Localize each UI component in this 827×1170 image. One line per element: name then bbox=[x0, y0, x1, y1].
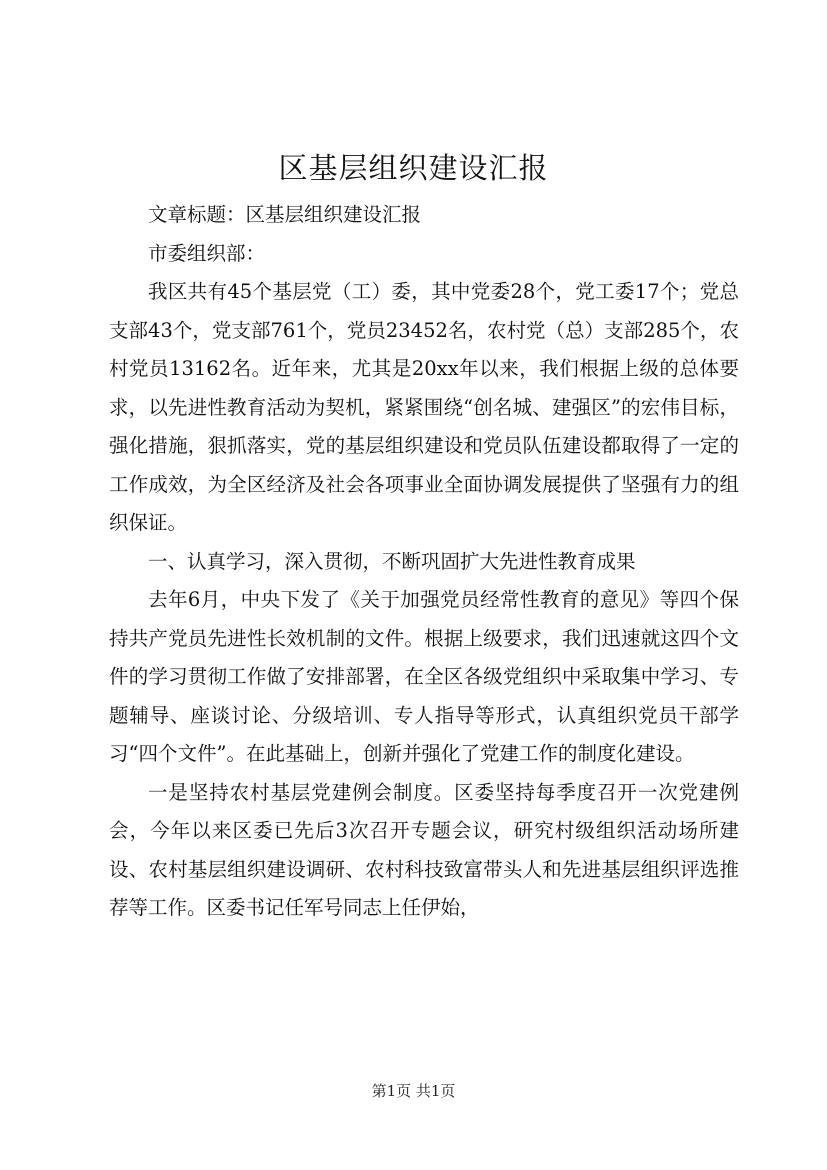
document-body bbox=[109, 196, 739, 928]
addressee-line: 市委组织部： bbox=[148, 241, 266, 265]
subtitle-line: 文章标题：区基层组织建设汇报 bbox=[148, 203, 422, 226]
section-heading: 一、认真学习，深入贯彻，不断巩固扩大先进性教育成果 bbox=[148, 549, 636, 573]
body-paragraph: 一是坚持农村基层党建例会制度。区委坚持每季度召开一次党建例会，今年以来区委已先后3次召开专题会议，研究村级组织活动场所建设、农村基层组织建设调研、农村科技致富带头人和先进基层组织评选推荐等工作。区委书记任军号同志上任伊始， bbox=[109, 780, 739, 919]
body-paragraph: 我区共有45个基层党（工）委，其中党委28个，党工委17个；党总支部43个，党支部761个，党员23452名，农村党（总）支部285个，农村党员13162名。近年来，尤其是20xx年以来，我们根据上级的总体要求，以先进性教育活动为契机，紧紧围绕“创名城、建强区”的宏伟目标，强化措施，狠抓落实，党的基层组织建设和党员队伍建设都取得了一定的工作成效，为全区经济及社会各项事业全面协调发展提供了坚强有力的组织保证。 bbox=[109, 280, 739, 534]
page-footer: 第1页 共1页 bbox=[371, 1082, 456, 1100]
body-paragraph: 去年6月，中央下发了《关于加强党员经常性教育的意见》等四个保持共产党员先进性长效机制的文件。根据上级要求，我们迅速就这四个文件的学习贯彻工作做了安排部署，在全区各级党组织中采取集中学习、专题辅导、座谈讨论、分级培训、专人指导等形式，认真组织党员干部学习“四个文件”。在此基础上，创新并强化了党建工作的制度化建设。 bbox=[109, 588, 739, 765]
document-title: 区基层组织建设汇报 bbox=[278, 151, 549, 185]
